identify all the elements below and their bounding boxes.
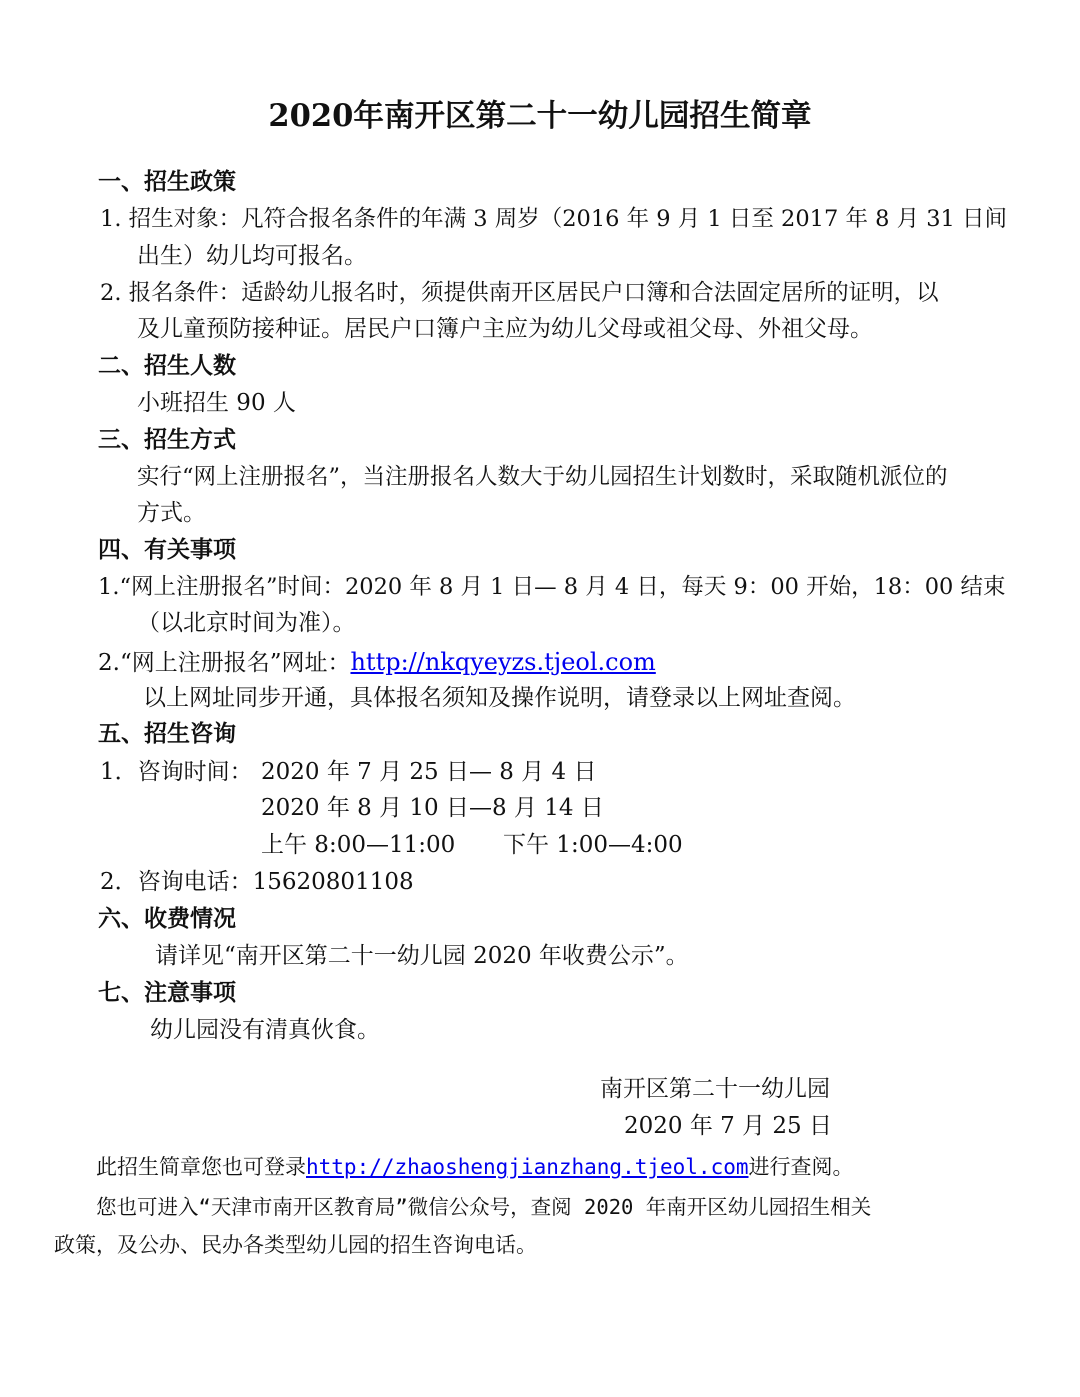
closing-line2: 您也可进入“天津市南开区教育局”微信公众号，查阅 2020 年南开区幼儿园招生相关 — [96, 1195, 872, 1219]
matters-item2-line — [98, 646, 656, 679]
consult-time-range2: 2020 年 8 月 10 日—8 月 14 日 — [261, 795, 604, 821]
quota-text: 小班招生 90 人 — [137, 390, 296, 416]
section-heading-matters: 四、有关事项 — [98, 536, 236, 563]
closing-line1-suffix: 进行查阅。 — [748, 1155, 854, 1179]
policy-item2-line2: 及儿童预防接种证。居民户口簿户主应为幼儿父母或祖父母、外祖父母。 — [137, 316, 873, 342]
matters-item2-note: 以上网址同步开通，具体报名须知及操作说明，请登录以上网址查阅。 — [143, 685, 856, 711]
signature-org: 南开区第二十一幼儿园 — [600, 1076, 830, 1102]
closing-line1-prefix: 此招生简章您也可登录 — [96, 1155, 306, 1179]
fees-text: 请详见“南开区第二十一幼儿园 2020 年收费公示”。 — [155, 943, 689, 969]
section-heading-policy: 一、招生政策 — [98, 168, 236, 195]
policy-item1-line1: 1. 招生对象：凡符合报名条件的年满 3 周岁（2016 年 9 月 1 日至 2017 年 8 月 31 日间 — [100, 206, 1008, 232]
method-line1: 实行“网上注册报名”，当注册报名人数大于幼儿园招生计划数时，采取随机派位的 — [137, 464, 948, 490]
registration-url-link[interactable]: http://nkqyeyzs.tjeol.com — [350, 648, 656, 676]
matters-item2-prefix: 2.“网上注册报名”网址： — [98, 650, 351, 676]
closing-line3: 政策，及公办、民办各类型幼儿园的招生咨询电话。 — [54, 1233, 537, 1257]
consult-morning-hours: 上午 8:00—11:00 — [261, 832, 456, 858]
brochure-url-link[interactable]: http://zhaoshengjianzhang.tjeol.com — [306, 1155, 749, 1179]
consult-phone: 2．咨询电话：15620801108 — [100, 869, 414, 895]
section-heading-notes: 七、注意事项 — [98, 979, 236, 1006]
consult-afternoon-hours: 下午 1:00—4:00 — [503, 832, 683, 858]
matters-item1-line2: （以北京时间为准）。 — [137, 610, 356, 636]
matters-item1-line1: 1.“网上注册报名”时间：2020 年 8 月 1 日— 8 月 4 日，每天 9：00 开始，18：00 结束 — [98, 574, 1006, 600]
section-heading-fees: 六、收费情况 — [98, 905, 236, 932]
closing-line1 — [96, 1151, 854, 1183]
section-heading-quota: 二、招生人数 — [98, 352, 236, 379]
notes-text: 幼儿园没有清真伙食。 — [150, 1017, 380, 1043]
document-title: 2020年南开区第二十一幼儿园招生简章 — [268, 98, 812, 134]
method-line2: 方式。 — [137, 500, 206, 526]
policy-item2-line1: 2. 报名条件：适龄幼儿报名时，须提供南开区居民户口簿和合法固定居所的证明，以 — [100, 280, 939, 306]
signature-date: 2020 年 7 月 25 日 — [624, 1113, 832, 1139]
consult-time-label: 1．咨询时间： — [100, 759, 253, 785]
consult-time-range1: 2020 年 7 月 25 日— 8 月 4 日 — [261, 759, 597, 785]
policy-item1-line2: 出生）幼儿均可报名。 — [137, 243, 367, 269]
section-heading-consult: 五、招生咨询 — [98, 720, 236, 747]
section-heading-method: 三、招生方式 — [98, 426, 236, 453]
